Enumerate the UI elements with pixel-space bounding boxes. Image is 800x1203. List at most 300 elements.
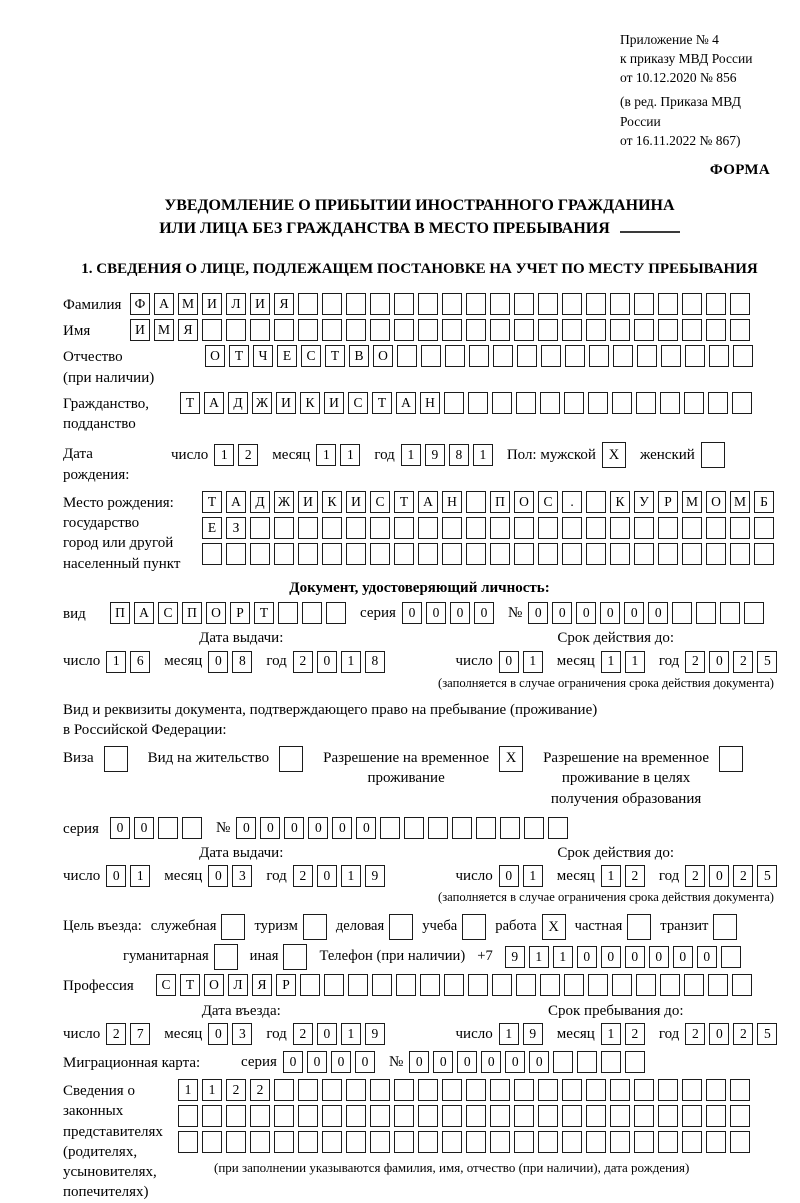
char-cell[interactable]: 2 [293, 1023, 313, 1045]
char-cell[interactable]: Р [276, 974, 296, 996]
char-cell[interactable] [562, 1079, 582, 1101]
char-cell[interactable] [418, 1105, 438, 1127]
char-cell[interactable]: 1 [523, 865, 543, 887]
char-cell[interactable]: 0 [552, 602, 572, 624]
stay-until-day-cells[interactable] [499, 1023, 543, 1045]
char-cell[interactable]: Т [202, 491, 222, 513]
char-cell[interactable] [370, 319, 390, 341]
char-cell[interactable]: 1 [214, 444, 234, 466]
char-cell[interactable] [394, 1079, 414, 1101]
char-cell[interactable] [322, 293, 342, 315]
legal-reps-cells-2[interactable] [178, 1105, 750, 1127]
char-cell[interactable] [588, 974, 608, 996]
char-cell[interactable] [104, 746, 128, 772]
char-cell[interactable]: Р [658, 491, 678, 513]
char-cell[interactable] [346, 517, 366, 539]
char-cell[interactable]: 0 [208, 1023, 228, 1045]
char-cell[interactable] [370, 1105, 390, 1127]
char-cell[interactable] [613, 345, 633, 367]
char-cell[interactable]: Д [250, 491, 270, 513]
char-cell[interactable] [442, 517, 462, 539]
char-cell[interactable] [428, 817, 448, 839]
char-cell[interactable]: 2 [625, 865, 645, 887]
char-cell[interactable]: 0 [600, 602, 620, 624]
char-cell[interactable] [754, 517, 774, 539]
char-cell[interactable]: 2 [733, 865, 753, 887]
char-cell[interactable] [322, 319, 342, 341]
char-cell[interactable] [370, 1079, 390, 1101]
char-cell[interactable]: 2 [733, 1023, 753, 1045]
char-cell[interactable] [562, 1105, 582, 1127]
char-cell[interactable] [586, 1131, 606, 1153]
char-cell[interactable] [396, 974, 416, 996]
char-cell[interactable] [682, 1131, 702, 1153]
char-cell[interactable] [298, 1105, 318, 1127]
char-cell[interactable] [214, 944, 238, 970]
char-cell[interactable] [744, 602, 764, 624]
char-cell[interactable] [564, 974, 584, 996]
char-cell[interactable] [601, 1051, 621, 1073]
char-cell[interactable] [658, 1131, 678, 1153]
char-cell[interactable]: 1 [130, 865, 150, 887]
char-cell[interactable]: М [682, 491, 702, 513]
char-cell[interactable]: 2 [106, 1023, 126, 1045]
char-cell[interactable]: 0 [499, 865, 519, 887]
char-cell[interactable]: 1 [340, 444, 360, 466]
char-cell[interactable] [468, 392, 488, 414]
char-cell[interactable] [684, 974, 704, 996]
char-cell[interactable] [298, 293, 318, 315]
char-cell[interactable] [540, 392, 560, 414]
char-cell[interactable]: 0 [106, 865, 126, 887]
char-cell[interactable] [466, 517, 486, 539]
char-cell[interactable] [178, 1105, 198, 1127]
char-cell[interactable] [468, 974, 488, 996]
char-cell[interactable]: Ж [252, 392, 272, 414]
char-cell[interactable]: 0 [709, 651, 729, 673]
char-cell[interactable]: 1 [553, 946, 573, 968]
char-cell[interactable] [730, 293, 750, 315]
char-cell[interactable] [610, 293, 630, 315]
char-cell[interactable] [610, 1105, 630, 1127]
purpose-transit-checkbox[interactable] [713, 914, 737, 940]
char-cell[interactable] [514, 1105, 534, 1127]
char-cell[interactable]: 0 [426, 602, 446, 624]
char-cell[interactable]: X [499, 746, 523, 772]
char-cell[interactable]: Д [228, 392, 248, 414]
char-cell[interactable] [394, 293, 414, 315]
char-cell[interactable]: 9 [425, 444, 445, 466]
char-cell[interactable]: М [178, 293, 198, 315]
char-cell[interactable] [682, 319, 702, 341]
char-cell[interactable] [732, 974, 752, 996]
char-cell[interactable] [466, 1131, 486, 1153]
char-cell[interactable] [672, 602, 692, 624]
char-cell[interactable] [490, 293, 510, 315]
char-cell[interactable] [708, 974, 728, 996]
char-cell[interactable] [490, 543, 510, 565]
char-cell[interactable]: X [542, 914, 566, 940]
char-cell[interactable] [658, 293, 678, 315]
char-cell[interactable] [634, 319, 654, 341]
char-cell[interactable] [274, 1131, 294, 1153]
char-cell[interactable] [588, 392, 608, 414]
char-cell[interactable] [586, 491, 606, 513]
char-cell[interactable] [732, 392, 752, 414]
char-cell[interactable]: 2 [250, 1079, 270, 1101]
char-cell[interactable]: 5 [757, 651, 777, 673]
char-cell[interactable]: И [276, 392, 296, 414]
stay-issue-day-cells[interactable] [106, 865, 150, 887]
char-cell[interactable] [586, 543, 606, 565]
char-cell[interactable] [610, 543, 630, 565]
char-cell[interactable] [202, 1131, 222, 1153]
char-cell[interactable] [634, 517, 654, 539]
char-cell[interactable] [538, 319, 558, 341]
char-cell[interactable] [701, 442, 725, 468]
char-cell[interactable] [250, 319, 270, 341]
char-cell[interactable]: С [370, 491, 390, 513]
char-cell[interactable] [730, 1131, 750, 1153]
char-cell[interactable]: 0 [601, 946, 621, 968]
char-cell[interactable]: И [298, 491, 318, 513]
char-cell[interactable] [322, 1131, 342, 1153]
char-cell[interactable] [298, 543, 318, 565]
char-cell[interactable]: 2 [625, 1023, 645, 1045]
doc-number-cells[interactable] [528, 602, 764, 624]
char-cell[interactable] [490, 517, 510, 539]
char-cell[interactable] [538, 293, 558, 315]
char-cell[interactable] [660, 974, 680, 996]
char-cell[interactable] [730, 543, 750, 565]
char-cell[interactable] [685, 345, 705, 367]
residence-permit-checkbox[interactable] [279, 746, 303, 772]
char-cell[interactable]: 0 [260, 817, 280, 839]
char-cell[interactable] [442, 293, 462, 315]
char-cell[interactable] [562, 543, 582, 565]
char-cell[interactable] [370, 293, 390, 315]
char-cell[interactable]: 0 [409, 1051, 429, 1073]
char-cell[interactable]: П [490, 491, 510, 513]
char-cell[interactable]: Е [277, 345, 297, 367]
char-cell[interactable] [610, 319, 630, 341]
stay-series-cells[interactable] [110, 817, 202, 839]
purpose-other-checkbox[interactable] [283, 944, 307, 970]
char-cell[interactable]: У [634, 491, 654, 513]
doc-issue-month-cells[interactable] [208, 651, 252, 673]
char-cell[interactable] [514, 543, 534, 565]
char-cell[interactable] [562, 319, 582, 341]
char-cell[interactable]: 0 [529, 1051, 549, 1073]
char-cell[interactable] [562, 517, 582, 539]
char-cell[interactable]: Т [180, 974, 200, 996]
char-cell[interactable] [514, 1079, 534, 1101]
char-cell[interactable]: О [373, 345, 393, 367]
char-cell[interactable]: 0 [208, 651, 228, 673]
char-cell[interactable]: Я [178, 319, 198, 341]
doc-valid-day-cells[interactable] [499, 651, 543, 673]
char-cell[interactable]: 0 [208, 865, 228, 887]
doc-type-cells[interactable] [110, 602, 346, 624]
char-cell[interactable] [514, 319, 534, 341]
char-cell[interactable]: 2 [685, 651, 705, 673]
char-cell[interactable]: 5 [757, 1023, 777, 1045]
name-cells[interactable] [130, 319, 750, 341]
char-cell[interactable]: 1 [529, 946, 549, 968]
char-cell[interactable] [706, 1105, 726, 1127]
char-cell[interactable] [634, 1131, 654, 1153]
char-cell[interactable]: 0 [709, 1023, 729, 1045]
char-cell[interactable] [158, 817, 178, 839]
char-cell[interactable]: С [301, 345, 321, 367]
sex-female-checkbox[interactable] [701, 442, 725, 468]
char-cell[interactable]: 0 [134, 817, 154, 839]
char-cell[interactable]: 0 [457, 1051, 477, 1073]
char-cell[interactable]: 0 [697, 946, 717, 968]
char-cell[interactable] [538, 1079, 558, 1101]
temp-residence-edu-checkbox[interactable] [719, 746, 743, 772]
char-cell[interactable]: А [134, 602, 154, 624]
char-cell[interactable]: 9 [365, 1023, 385, 1045]
char-cell[interactable]: 0 [317, 1023, 337, 1045]
char-cell[interactable] [420, 974, 440, 996]
char-cell[interactable] [634, 293, 654, 315]
doc-issue-year-cells[interactable] [293, 651, 385, 673]
char-cell[interactable]: Я [252, 974, 272, 996]
char-cell[interactable] [462, 914, 486, 940]
char-cell[interactable] [514, 517, 534, 539]
char-cell[interactable]: Н [442, 491, 462, 513]
char-cell[interactable]: 0 [402, 602, 422, 624]
char-cell[interactable] [660, 392, 680, 414]
char-cell[interactable] [586, 293, 606, 315]
char-cell[interactable]: Т [229, 345, 249, 367]
char-cell[interactable] [730, 517, 750, 539]
char-cell[interactable] [658, 517, 678, 539]
char-cell[interactable] [562, 293, 582, 315]
char-cell[interactable] [442, 543, 462, 565]
char-cell[interactable]: 1 [523, 651, 543, 673]
char-cell[interactable] [493, 345, 513, 367]
char-cell[interactable]: С [158, 602, 178, 624]
entry-day-cells[interactable] [106, 1023, 150, 1045]
char-cell[interactable]: 0 [236, 817, 256, 839]
char-cell[interactable]: 0 [709, 865, 729, 887]
char-cell[interactable]: 0 [308, 817, 328, 839]
char-cell[interactable] [490, 1105, 510, 1127]
char-cell[interactable] [490, 1079, 510, 1101]
char-cell[interactable] [514, 293, 534, 315]
purpose-business-checkbox[interactable] [389, 914, 413, 940]
char-cell[interactable] [452, 817, 472, 839]
char-cell[interactable]: 8 [232, 651, 252, 673]
char-cell[interactable] [706, 293, 726, 315]
char-cell[interactable] [636, 392, 656, 414]
char-cell[interactable] [202, 543, 222, 565]
char-cell[interactable] [708, 392, 728, 414]
char-cell[interactable]: М [730, 491, 750, 513]
temp-residence-checkbox[interactable] [499, 746, 523, 772]
char-cell[interactable] [346, 543, 366, 565]
char-cell[interactable] [274, 517, 294, 539]
char-cell[interactable] [444, 392, 464, 414]
char-cell[interactable] [661, 345, 681, 367]
char-cell[interactable] [553, 1051, 573, 1073]
doc-series-cells[interactable] [402, 602, 494, 624]
char-cell[interactable] [466, 543, 486, 565]
purpose-private-checkbox[interactable] [627, 914, 651, 940]
char-cell[interactable] [442, 319, 462, 341]
char-cell[interactable]: М [154, 319, 174, 341]
char-cell[interactable] [492, 974, 512, 996]
char-cell[interactable] [346, 1105, 366, 1127]
char-cell[interactable] [500, 817, 520, 839]
char-cell[interactable]: 0 [317, 651, 337, 673]
char-cell[interactable]: 1 [601, 651, 621, 673]
char-cell[interactable]: 0 [317, 865, 337, 887]
char-cell[interactable]: 1 [341, 1023, 361, 1045]
char-cell[interactable]: Ж [274, 491, 294, 513]
char-cell[interactable]: К [300, 392, 320, 414]
char-cell[interactable] [274, 319, 294, 341]
migration-number-cells[interactable] [409, 1051, 645, 1073]
char-cell[interactable]: 1 [625, 651, 645, 673]
birth-month-cells[interactable] [316, 444, 360, 466]
char-cell[interactable]: А [154, 293, 174, 315]
entry-month-cells[interactable] [208, 1023, 252, 1045]
char-cell[interactable] [706, 1079, 726, 1101]
char-cell[interactable]: 0 [283, 1051, 303, 1073]
char-cell[interactable] [221, 914, 245, 940]
char-cell[interactable] [706, 319, 726, 341]
char-cell[interactable] [370, 1131, 390, 1153]
char-cell[interactable] [298, 1131, 318, 1153]
char-cell[interactable] [324, 974, 344, 996]
char-cell[interactable]: В [349, 345, 369, 367]
char-cell[interactable] [326, 602, 346, 624]
char-cell[interactable] [418, 543, 438, 565]
birth-place-cells-3[interactable] [202, 543, 774, 565]
char-cell[interactable]: И [346, 491, 366, 513]
char-cell[interactable] [586, 1079, 606, 1101]
stay-valid-year-cells[interactable] [685, 865, 777, 887]
char-cell[interactable]: П [110, 602, 130, 624]
migration-series-cells[interactable] [283, 1051, 375, 1073]
char-cell[interactable] [404, 817, 424, 839]
char-cell[interactable] [516, 392, 536, 414]
char-cell[interactable] [178, 1131, 198, 1153]
char-cell[interactable] [389, 914, 413, 940]
char-cell[interactable]: Т [372, 392, 392, 414]
birth-year-cells[interactable] [401, 444, 493, 466]
char-cell[interactable]: 1 [106, 651, 126, 673]
stay-number-cells[interactable] [236, 817, 568, 839]
char-cell[interactable]: Л [228, 974, 248, 996]
char-cell[interactable]: 1 [341, 651, 361, 673]
char-cell[interactable]: 1 [316, 444, 336, 466]
purpose-service-checkbox[interactable] [221, 914, 245, 940]
char-cell[interactable] [586, 319, 606, 341]
char-cell[interactable] [372, 974, 392, 996]
char-cell[interactable] [517, 345, 537, 367]
doc-valid-month-cells[interactable] [601, 651, 645, 673]
char-cell[interactable]: И [202, 293, 222, 315]
purpose-tourism-checkbox[interactable] [303, 914, 327, 940]
stay-valid-month-cells[interactable] [601, 865, 645, 887]
char-cell[interactable]: 0 [474, 602, 494, 624]
stay-issue-month-cells[interactable] [208, 865, 252, 887]
char-cell[interactable]: А [418, 491, 438, 513]
char-cell[interactable] [490, 1131, 510, 1153]
char-cell[interactable] [322, 543, 342, 565]
char-cell[interactable]: 0 [433, 1051, 453, 1073]
profession-cells[interactable] [156, 974, 752, 996]
char-cell[interactable] [719, 746, 743, 772]
char-cell[interactable] [730, 1079, 750, 1101]
char-cell[interactable]: Н [420, 392, 440, 414]
char-cell[interactable]: З [226, 517, 246, 539]
char-cell[interactable]: К [322, 491, 342, 513]
char-cell[interactable] [346, 293, 366, 315]
char-cell[interactable] [730, 1105, 750, 1127]
char-cell[interactable] [469, 345, 489, 367]
char-cell[interactable] [610, 1079, 630, 1101]
char-cell[interactable]: П [182, 602, 202, 624]
char-cell[interactable] [524, 817, 544, 839]
char-cell[interactable] [625, 1051, 645, 1073]
char-cell[interactable] [586, 1105, 606, 1127]
char-cell[interactable] [658, 1105, 678, 1127]
char-cell[interactable] [548, 817, 568, 839]
char-cell[interactable] [202, 319, 222, 341]
char-cell[interactable]: 1 [601, 1023, 621, 1045]
char-cell[interactable] [250, 1131, 270, 1153]
char-cell[interactable]: 2 [238, 444, 258, 466]
char-cell[interactable]: 0 [528, 602, 548, 624]
char-cell[interactable] [577, 1051, 597, 1073]
char-cell[interactable]: 2 [733, 651, 753, 673]
char-cell[interactable]: С [348, 392, 368, 414]
char-cell[interactable]: 2 [293, 865, 313, 887]
char-cell[interactable]: 0 [673, 946, 693, 968]
char-cell[interactable] [322, 1079, 342, 1101]
char-cell[interactable] [274, 1105, 294, 1127]
char-cell[interactable] [696, 602, 716, 624]
char-cell[interactable]: 5 [757, 865, 777, 887]
char-cell[interactable]: Т [180, 392, 200, 414]
char-cell[interactable] [610, 517, 630, 539]
char-cell[interactable] [466, 1079, 486, 1101]
phone-cells[interactable] [505, 946, 741, 968]
char-cell[interactable] [279, 746, 303, 772]
legal-reps-cells-3[interactable] [178, 1131, 750, 1153]
char-cell[interactable] [278, 602, 298, 624]
char-cell[interactable]: Р [230, 602, 250, 624]
char-cell[interactable]: О [706, 491, 726, 513]
stay-until-month-cells[interactable] [601, 1023, 645, 1045]
char-cell[interactable] [418, 319, 438, 341]
char-cell[interactable] [380, 817, 400, 839]
char-cell[interactable]: . [562, 491, 582, 513]
char-cell[interactable]: Т [254, 602, 274, 624]
char-cell[interactable] [418, 517, 438, 539]
char-cell[interactable] [565, 345, 585, 367]
char-cell[interactable] [706, 517, 726, 539]
char-cell[interactable]: 0 [505, 1051, 525, 1073]
char-cell[interactable]: Е [202, 517, 222, 539]
char-cell[interactable]: Ч [253, 345, 273, 367]
char-cell[interactable]: 8 [365, 651, 385, 673]
